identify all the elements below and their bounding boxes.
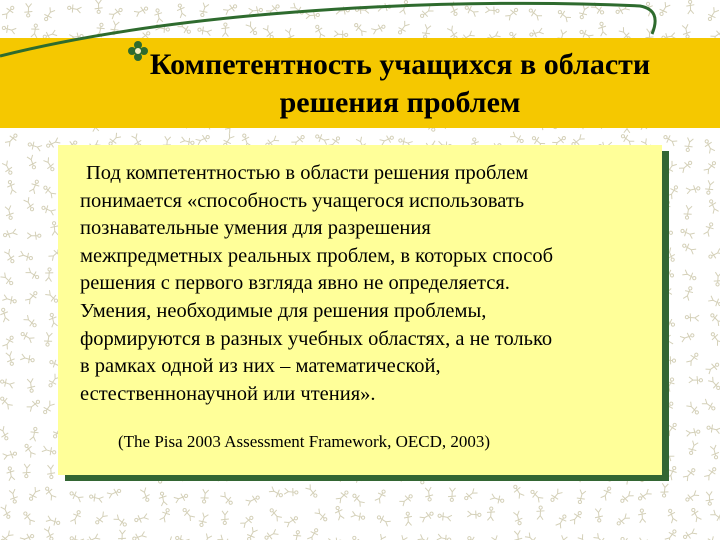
definition-line: естественнонаучной или чтения». [80, 382, 376, 405]
definition-line: Умения, необходимые для решения проблемы, [80, 299, 487, 322]
definition-line: межпредметных реальных проблем, в которых способ [80, 244, 554, 267]
definition-line: познавательные умения для разрешения [80, 217, 431, 240]
title-line: Компетентность учащихся в области [149, 48, 651, 81]
definition-text [80, 160, 656, 408]
definition-line: понимается «способность учащегося использовать [80, 189, 525, 212]
title-line: решения проблем [279, 86, 521, 119]
definition-line: решения с первого взгляда явно не определяется. [80, 272, 510, 295]
definition-line: формируются в разных учебных областях, а не только [80, 327, 553, 350]
definition-line: Под компетентностью в области решения проблем [86, 162, 529, 184]
source-citation: (The Pisa 2003 Assessment Framework, OECD, 2003) [118, 432, 491, 451]
slide-title [130, 46, 670, 122]
definition-line: в рамках одной из них – математической, [80, 355, 441, 378]
